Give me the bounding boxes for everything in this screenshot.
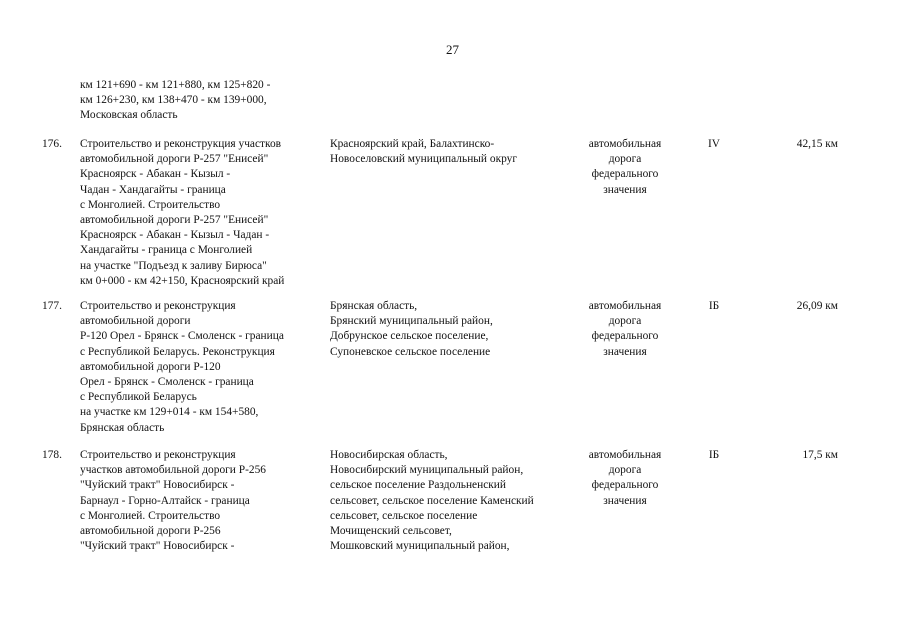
row-number: 177.	[42, 300, 62, 312]
object-location: Красноярский край, Балахтинско- Новоселовский муниципальный округ	[330, 138, 518, 166]
page-number: 27	[446, 42, 459, 57]
road-category: IV	[707, 138, 721, 150]
object-name: км 121+690 - км 121+880, км 125+820 - км 126+230, км 138+470 - км 139+000, Московская область	[80, 79, 271, 122]
object-type: автомобильная дорога федерального значения	[588, 300, 662, 358]
object-name: Строительство и реконструкция участков автомобильной дороги Р-256 "Чуйский тракт" Новосибирск - Барнаул - Горно-Алтайск - граница с Монголией. Строительство автомобильной дороги Р-256 "Чуйский тракт" Новосибирск -	[80, 449, 266, 553]
object-location: Новосибирская область, Новосибирский муниципальный район, сельское поселение Раздольненский сельсовет, сельское поселение Каменский сельсовет, сельское поселение Мочищенский сельсовет, Мошковский муниципальный район,	[330, 449, 534, 553]
row-number: 176.	[42, 138, 62, 150]
object-name: Строительство и реконструкция автомобильной дороги Р-120 Орел - Брянск - Смоленск - граница с Республикой Беларусь. Реконструкция автомобильной дороги Р-120 Орел - Брянск - Смоленск - граница с Республикой Беларусь на участке км 129+014 - км 154+580, Брянская область	[80, 300, 284, 434]
object-name: Строительство и реконструкция участков автомобильной дороги Р-257 "Енисей" Красноярск - Абакан - Кызыл - Чадан - Хандагайты - граница с Монголией. Строительство автомобильной дороги Р-257 "Енисей" Красноярск - Абакан - Кызыл - Чадан - Хандагайты - граница с Монголией на участке "Подъезд к заливу Бирюса" км 0+000 - км 42+150, Красноярский край	[80, 138, 285, 287]
object-type: автомобильная дорога федерального значения	[588, 138, 662, 196]
object-type: автомобильная дорога федерального значения	[588, 449, 662, 507]
road-length: 42,15 км	[796, 138, 838, 150]
road-category: IБ	[708, 449, 720, 461]
object-location: Брянская область, Брянский муниципальный район, Добрунское сельское поселение, Супоневское сельское поселение	[330, 300, 493, 358]
road-length: 17,5 км	[802, 449, 838, 461]
road-category: IБ	[708, 300, 720, 312]
row-number: 178.	[42, 449, 62, 461]
road-length: 26,09 км	[796, 300, 838, 312]
